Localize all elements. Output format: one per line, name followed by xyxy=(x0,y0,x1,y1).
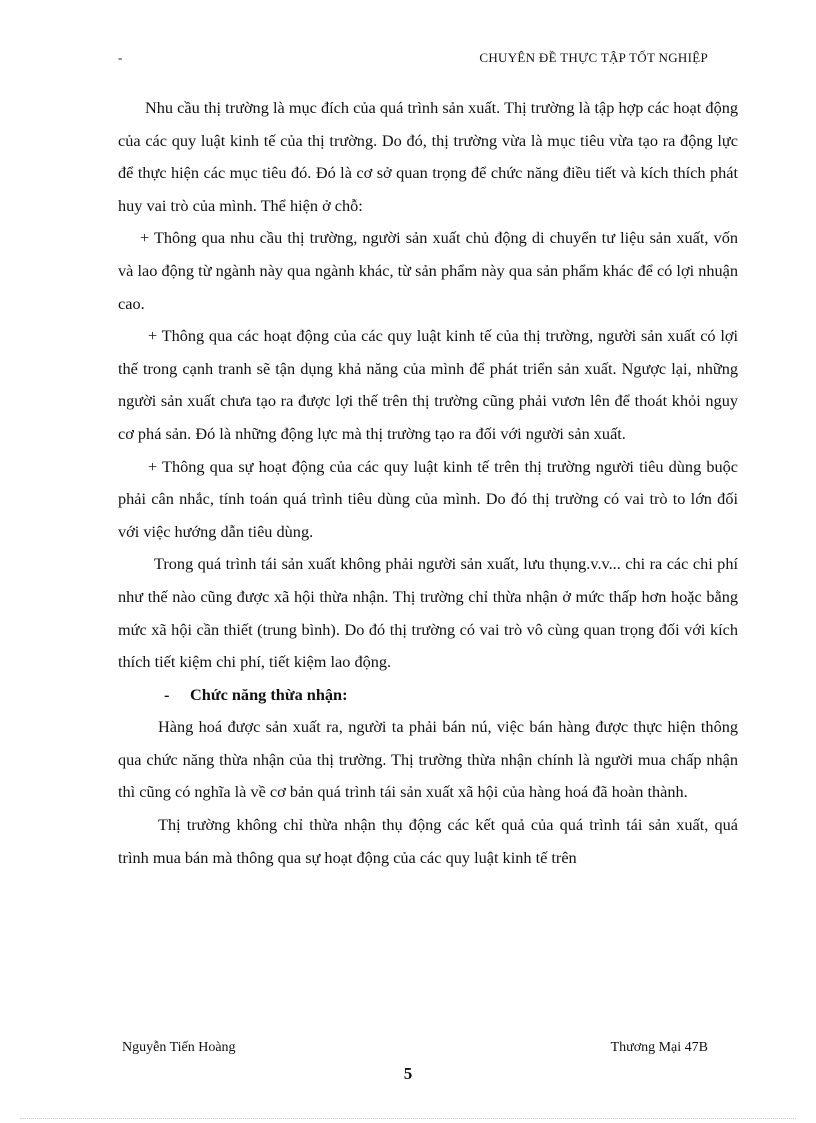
paragraph-5: Trong quá trình tái sản xuất không phải người sản xuất, lưu thụng.v.v... chi ra các chi phí như thế nào cũng được xã hội thừa nhận. Thị trường chỉ thừa nhận ở mức thấp hơn hoặc bằng mức xã hội cần thiết (trung bình). Do đó thị trường có vai trò vô cùng quan trọng đối với kích thích tiết kiệm chi phí, tiết kiệm lao động. xyxy=(118,554,738,672)
header-dash: - xyxy=(118,50,123,65)
paragraph-7: Thị trường không chỉ thừa nhận thụ động các kết quả của quá trình tái sản xuất, quá trình mua bán mà thông qua sự hoạt động của các quy luật kinh tế trên xyxy=(118,815,738,867)
header-title: CHUYÊN ĐỀ THỰC TẬP TỐT NGHIỆP xyxy=(479,50,708,65)
paragraph-3: + Thông qua các hoạt động của các quy luật kinh tế của thị trường, người sản xuất có lợi thế trong cạnh tranh sẽ tận dụng khả năng của mình để phát triển sản xuất. Ngược lại, những người sản xuất chưa tạo ra được lợi thế trên thị trường cũng phải vươn lên để thoát khỏi nguy cơ phá sản. Đó là những động lực mà thị trường tạo ra đối với người sản xuất. xyxy=(118,326,738,443)
paragraph-4: + Thông qua sự hoạt động của các quy luật kinh tế trên thị trường người tiêu dùng buộc phải cân nhắc, tính toán quá trình tiêu dùng của mình. Do đó thị trường có vai trò to lớn đối với việc hướng dẫn tiêu dùng. xyxy=(118,456,738,541)
page-number: 5 xyxy=(403,1064,413,1083)
heading-text: Chức năng thừa nhận: xyxy=(190,684,348,704)
page-body xyxy=(118,92,738,874)
heading-bullet: - xyxy=(164,684,170,704)
paragraph-1: Nhu cầu thị trường là mục đích của quá trình sản xuất. Thị trường là tập hợp các hoạt động của các quy luật kinh tế của thị trường. Do đó, thị trường vừa là mục tiêu vừa tạo ra động lực để thực hiện các mục tiêu đó. Đó là cơ sở quan trọng để chức năng điều tiết và kích thích phát huy vai trò của mình. Thể hiện ở chỗ: xyxy=(118,98,738,215)
paragraph-2: + Thông qua nhu cầu thị trường, người sản xuất chủ động di chuyển tư liệu sản xuất, vốn và lao động từ ngành này qua ngành khác, từ sản phẩm này qua sản phẩm khác để có lợi nhuận cao. xyxy=(118,228,738,313)
paragraph-6: Hàng hoá được sản xuất ra, người ta phải bán nú, việc bán hàng được thực hiện thông qua chức năng thừa nhận của thị trường. Thị trường thừa nhận chính là người mua chấp nhận thì cũng có nghĩa là về cơ bản quá trình tái sản xuất xã hội của hàng hoá đã hoàn thành. xyxy=(118,717,738,802)
section-heading xyxy=(118,679,738,712)
footer-class: Thương Mại 47B xyxy=(610,1040,708,1055)
page-bottom-divider xyxy=(20,1118,796,1119)
page-header xyxy=(118,50,708,70)
footer-author: Nguyễn Tiến Hoàng xyxy=(122,1040,236,1055)
